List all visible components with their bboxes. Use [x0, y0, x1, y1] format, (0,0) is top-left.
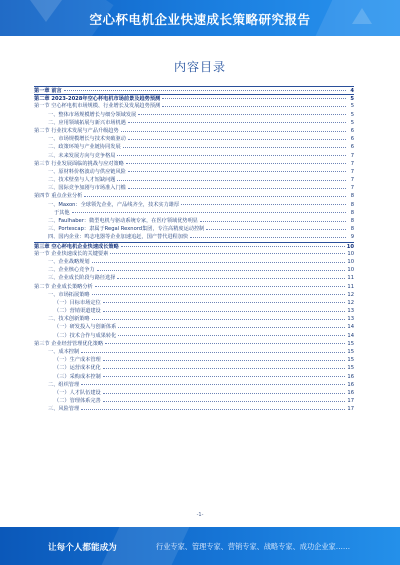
toc-entry-page: 17: [347, 406, 354, 413]
toc-leader-dots: [117, 155, 346, 156]
toc-entry[interactable]: [34, 250, 354, 258]
toc-entry[interactable]: [34, 332, 354, 340]
toc-leader-dots: [103, 393, 346, 394]
footer-roles: 行业专家、管理专家、营销专家、战略专家、成功企业家……: [156, 542, 351, 551]
toc-leader-dots: [92, 294, 346, 295]
toc-entry-title: 第一节 空心杯电机市场规模、行业增长及发展趋势预测: [34, 103, 161, 110]
toc-leader-dots: [81, 352, 345, 353]
toc-entry[interactable]: [34, 111, 354, 119]
toc-entry-title: 二、应用领域拓展与新兴市场机遇: [48, 119, 126, 126]
toc-entry-title: 第三章 空心杯电机企业快速成长策略: [34, 243, 119, 250]
toc-entry-page: 7: [350, 152, 354, 159]
toc-entry[interactable]: [34, 209, 354, 217]
toc-entry-page: 5: [350, 96, 354, 103]
toc-entry-title: 三、未来发展方向与竞争格局: [48, 152, 116, 159]
toc-leader-dots: [118, 335, 345, 336]
toc-entry[interactable]: [34, 86, 354, 94]
toc-entry[interactable]: [34, 323, 354, 331]
toc-entry-page: 14: [347, 324, 354, 331]
toc-entry[interactable]: [34, 274, 354, 282]
toc-entry-page: 8: [350, 226, 354, 233]
table-of-contents: [34, 86, 354, 414]
toc-entry-page: 11: [347, 275, 354, 282]
toc-entry-page: 6: [350, 127, 354, 134]
toc-leader-dots: [162, 106, 346, 107]
toc-entry[interactable]: [34, 242, 354, 250]
toc-leader-dots: [72, 212, 346, 213]
toc-entry[interactable]: [34, 152, 354, 160]
toc-entry-title: 一、Maxon：全球领先企业，产品线齐全，技术实力雄厚: [48, 201, 180, 208]
toc-entry-title: 第一节 企业快速成长的关键要素: [34, 250, 109, 257]
toc-entry-title: 三、国际竞争加剧与市场准入门槛: [48, 185, 126, 192]
toc-leader-dots: [95, 286, 346, 287]
toc-heading: 内容目录: [173, 60, 226, 74]
toc-leader-dots: [81, 384, 345, 385]
toc-entry[interactable]: [34, 135, 354, 143]
toc-leader-dots: [128, 171, 346, 172]
toc-entry-page: 8: [350, 218, 354, 224]
toc-entry-title: 三、风险管理: [48, 406, 80, 413]
toc-entry-page: 15: [347, 349, 354, 355]
toc-entry-title: （一）人才队伍建设: [54, 389, 101, 396]
toc-entry[interactable]: [34, 356, 354, 364]
toc-entry-page: 5: [350, 103, 354, 110]
toc-leader-dots: [92, 319, 346, 320]
toc-entry[interactable]: [34, 102, 354, 110]
toc-entry-title: 一、企业战略规划: [48, 258, 90, 265]
toc-entry-page: 7: [350, 160, 354, 167]
toc-entry-page: 10: [347, 267, 354, 274]
toc-leader-dots: [97, 270, 346, 271]
toc-entry-page: 16: [347, 389, 354, 396]
toc-leader-dots: [138, 114, 346, 115]
toc-entry[interactable]: [34, 160, 354, 168]
toc-entry-title: 于其他: [54, 209, 70, 216]
toc-entry[interactable]: [34, 364, 354, 372]
toc-entry-title: （二）技术合作与成果转化: [54, 332, 117, 339]
toc-entry-page: 11: [347, 283, 354, 290]
report-footer: [0, 527, 400, 565]
toc-entry-title: 二、组织管理: [48, 381, 80, 388]
toc-entry[interactable]: [34, 217, 354, 225]
toc-leader-dots: [128, 188, 346, 189]
toc-entry-title: 三、企业成长阶段与路径选择: [48, 275, 116, 282]
toc-leader-dots: [105, 343, 345, 344]
toc-entry-page: 16: [347, 381, 354, 388]
toc-entry-title: （二）管理体系完善: [54, 398, 101, 405]
toc-entry-title: 第四节 重点企业分析: [34, 193, 83, 200]
toc-leader-dots: [190, 237, 346, 238]
toc-entry-title: 一、成本控制: [48, 349, 80, 355]
toc-entry-page: 8: [350, 193, 354, 200]
toc-leader-dots: [103, 368, 346, 369]
toc-entry[interactable]: [34, 397, 354, 405]
toc-entry[interactable]: [34, 127, 354, 135]
toc-entry-page: 5: [350, 111, 354, 118]
toc-entry[interactable]: [34, 168, 354, 176]
toc-entry-page: 8: [350, 209, 354, 216]
toc-entry-title: 第二节 行业技术发展与产品升级趋势: [34, 127, 119, 134]
toc-entry-title: 一、原材料价格波动与供应链风险: [48, 168, 126, 175]
toc-leader-dots: [128, 139, 346, 140]
toc-entry[interactable]: [34, 225, 354, 233]
toc-entry-page: 10: [346, 243, 354, 250]
toc-entry-title: 一、整体市场规模增长与细分领域发展: [48, 111, 137, 118]
toc-leader-dots: [121, 131, 346, 132]
toc-leader-dots: [181, 204, 346, 205]
toc-leader-dots: [103, 401, 346, 402]
toc-entry-page: 12: [347, 299, 354, 306]
toc-entry-title: （三）采购成本控制: [54, 373, 101, 380]
toc-entry[interactable]: [34, 258, 354, 266]
toc-entry-title: 一、市场拓展策略: [48, 291, 90, 298]
toc-entry[interactable]: [34, 405, 354, 413]
toc-leader-dots: [123, 147, 346, 148]
toc-entry-page: 6: [350, 144, 354, 151]
toc-entry-title: 二、技术壁垒与人才短缺问题: [48, 177, 116, 184]
toc-entry-page: 7: [350, 168, 354, 175]
toc-entry-title: 三、Portescap：隶属于Regal Rexnord集团，专注高精度运动控制: [48, 226, 205, 233]
toc-leader-dots: [64, 90, 346, 91]
toc-entry-page: 4: [350, 88, 354, 94]
toc-leader-dots: [200, 221, 346, 222]
toc-entry-page: 7: [350, 177, 354, 184]
toc-entry-page: 5: [350, 119, 354, 126]
toc-entry-page: 13: [347, 316, 354, 323]
toc-entry-title: 第三节 行业发展面临的挑战与应对策略: [34, 160, 124, 167]
toc-leader-dots: [103, 360, 346, 361]
toc-leader-dots: [103, 311, 346, 312]
toc-entry-title: 四、国内企业：鸣志电器等企业加速追赶，国产替代进程加快: [48, 234, 189, 241]
toc-entry[interactable]: [34, 373, 354, 381]
toc-entry[interactable]: [34, 143, 354, 151]
toc-entry[interactable]: [34, 176, 354, 184]
toc-entry[interactable]: [34, 315, 354, 323]
toc-leader-dots: [103, 376, 346, 377]
toc-entry-title: 二、政策环境与产业链协同发展: [48, 144, 121, 151]
toc-entry[interactable]: [34, 119, 354, 127]
toc-entry-title: 二、技术创新策略: [48, 316, 90, 323]
toc-entry[interactable]: [34, 291, 354, 299]
toc-entry-page: 15: [347, 340, 354, 347]
footer-slogan: 让每个人都能成为: [48, 543, 117, 553]
toc-entry-page: 17: [347, 398, 354, 405]
toc-entry[interactable]: [34, 184, 354, 192]
toc-entry-page: 9: [350, 234, 354, 241]
toc-entry-title: 一、市场规模增长与技术突破驱动: [48, 136, 126, 143]
header-decoration: [352, 8, 372, 24]
toc-entry-title: （一）研发投入与创新体系: [54, 324, 117, 331]
toc-leader-dots: [162, 98, 346, 99]
toc-entry[interactable]: [34, 94, 354, 102]
toc-leader-dots: [121, 246, 345, 247]
toc-entry-page: 10: [347, 258, 354, 265]
toc-entry[interactable]: [34, 348, 354, 356]
toc-leader-dots: [128, 122, 346, 123]
report-header: [0, 0, 400, 36]
toc-entry-title: （一）生产成本管理: [54, 357, 101, 364]
toc-entry[interactable]: [34, 266, 354, 274]
toc-entry[interactable]: [34, 299, 354, 307]
toc-leader-dots: [84, 196, 346, 197]
toc-entry-title: 二、企业核心竞争力: [48, 267, 95, 274]
page-number: -1-: [196, 512, 204, 518]
toc-leader-dots: [92, 262, 346, 263]
toc-entry[interactable]: [34, 201, 354, 209]
toc-entry-page: 14: [347, 332, 354, 339]
toc-entry-title: （二）运营成本优化: [54, 365, 101, 372]
toc-entry[interactable]: [34, 389, 354, 397]
report-title: 空心杯电机企业快速成长策略研究报告: [89, 12, 311, 27]
toc-entry-page: 6: [350, 136, 354, 143]
toc-entry[interactable]: [34, 283, 354, 291]
toc-entry-title: 第三节 企业经营管理优化策略: [34, 340, 104, 347]
toc-entry[interactable]: [34, 340, 354, 348]
toc-entry-title: 二、Faulhaber：微型电机与驱动系统专家，在医疗领域优势明显: [48, 218, 198, 224]
toc-entry-page: 15: [347, 365, 354, 372]
toc-entry-title: （二）营销渠道建设: [54, 308, 101, 315]
toc-entry-page: 12: [347, 291, 354, 298]
toc-leader-dots: [117, 278, 345, 279]
toc-leader-dots: [126, 163, 346, 164]
toc-entry-page: 10: [347, 250, 354, 257]
toc-leader-dots: [81, 409, 345, 410]
toc-entry-title: （一）目标市场定位: [54, 299, 101, 306]
toc-entry-title: 第二章 2023-2028年空心杯电机市场前景及趋势预测: [34, 96, 161, 103]
toc-leader-dots: [110, 253, 345, 254]
toc-entry[interactable]: [34, 192, 354, 200]
toc-entry-page: 7: [350, 185, 354, 192]
toc-entry[interactable]: [34, 307, 354, 315]
toc-entry-page: 16: [347, 373, 354, 380]
toc-entry[interactable]: [34, 233, 354, 241]
toc-leader-dots: [103, 302, 346, 303]
toc-entry-title: 第一章 前言: [34, 88, 62, 94]
toc-entry[interactable]: [34, 381, 354, 389]
toc-entry-title: 第二节 企业成长策略分析: [34, 283, 93, 290]
toc-leader-dots: [117, 180, 346, 181]
toc-leader-dots: [118, 327, 345, 328]
toc-entry-page: 15: [347, 357, 354, 364]
toc-entry-page: 8: [350, 201, 354, 208]
toc-leader-dots: [206, 229, 346, 230]
toc-entry-page: 13: [347, 308, 354, 315]
